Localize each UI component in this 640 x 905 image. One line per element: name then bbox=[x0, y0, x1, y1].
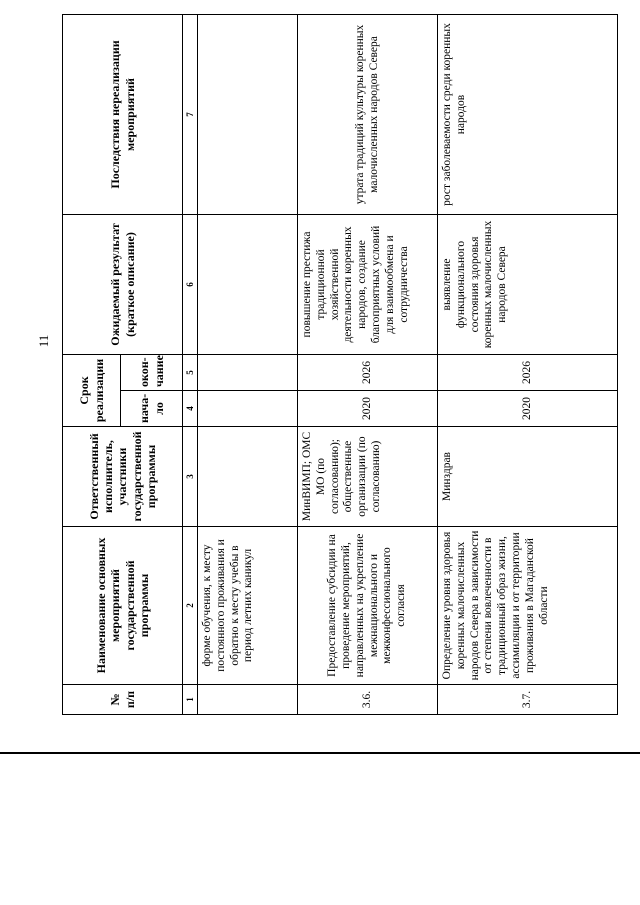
header-result: Ожидаемый результат (краткое описание) bbox=[63, 214, 183, 354]
rotated-table-container bbox=[62, 15, 614, 715]
row-name: Предоставление субсидии на проведение мероприятий, направленных на укрепление межнационального и межконфессионального согласия bbox=[298, 527, 438, 685]
header-end: окон-чание bbox=[121, 354, 183, 390]
row-result: повышение престижа традиционной хозяйственной деятельности коренных народов, создание благоприятных условий для взаимообмена и сотрудничества bbox=[298, 214, 438, 354]
row-executor: МинВИМП; ОМС МО (по согласованию); общественные организации (по согласованию) bbox=[298, 427, 438, 527]
table-row bbox=[438, 14, 618, 714]
page-number: 11 bbox=[36, 334, 51, 348]
row-consequences: утрата традиций культуры коренных малочисленных народов Севера bbox=[298, 14, 438, 214]
col-number: 7 bbox=[183, 14, 198, 214]
row-result bbox=[198, 214, 298, 354]
row-name: Определение уровня здоровья коренных малочисленных народов Севера в зависимости от степени вовлеченности в традиционный образ жизни, ассимиляции и от территории проживания в Магаданской области bbox=[438, 527, 618, 685]
table-row bbox=[298, 14, 438, 714]
row-end bbox=[198, 354, 298, 390]
horizontal-rule bbox=[0, 752, 640, 754]
header-start: нача-ло bbox=[121, 391, 183, 427]
col-number: 4 bbox=[183, 391, 198, 427]
row-executor: Минздрав bbox=[438, 427, 618, 527]
row-start: 2020 bbox=[438, 391, 618, 427]
col-number: 1 bbox=[183, 685, 198, 715]
header-term: Срок реализации bbox=[63, 354, 121, 426]
row-name: форме обучения, к месту постоянного проживания и обратно к месту учебы в период летних каникул bbox=[198, 527, 298, 685]
row-end: 2026 bbox=[438, 354, 618, 390]
program-table bbox=[62, 14, 618, 715]
row-end: 2026 bbox=[298, 354, 438, 390]
column-number-row bbox=[183, 14, 198, 714]
row-start: 2020 bbox=[298, 391, 438, 427]
row-result: выявление функционального состояния здоровья коренных малочисленных народов Севера bbox=[438, 214, 618, 354]
header-num: № п/п bbox=[63, 685, 183, 715]
header-executor: Ответственный исполнитель, участники государственной программы bbox=[63, 427, 183, 527]
col-number: 5 bbox=[183, 354, 198, 390]
row-num bbox=[198, 685, 298, 715]
row-num: 3.6. bbox=[298, 685, 438, 715]
header-name: Наименование основных мероприятий государственной программы bbox=[63, 527, 183, 685]
row-consequences bbox=[198, 14, 298, 214]
col-number: 3 bbox=[183, 427, 198, 527]
col-number: 2 bbox=[183, 527, 198, 685]
row-num: 3.7. bbox=[438, 685, 618, 715]
col-number: 6 bbox=[183, 214, 198, 354]
header-consequences: Последствия нереализации мероприятий bbox=[63, 14, 183, 214]
row-executor bbox=[198, 427, 298, 527]
table-row bbox=[198, 14, 298, 714]
row-consequences: рост заболеваемости среди коренных народов bbox=[438, 14, 618, 214]
row-start bbox=[198, 391, 298, 427]
